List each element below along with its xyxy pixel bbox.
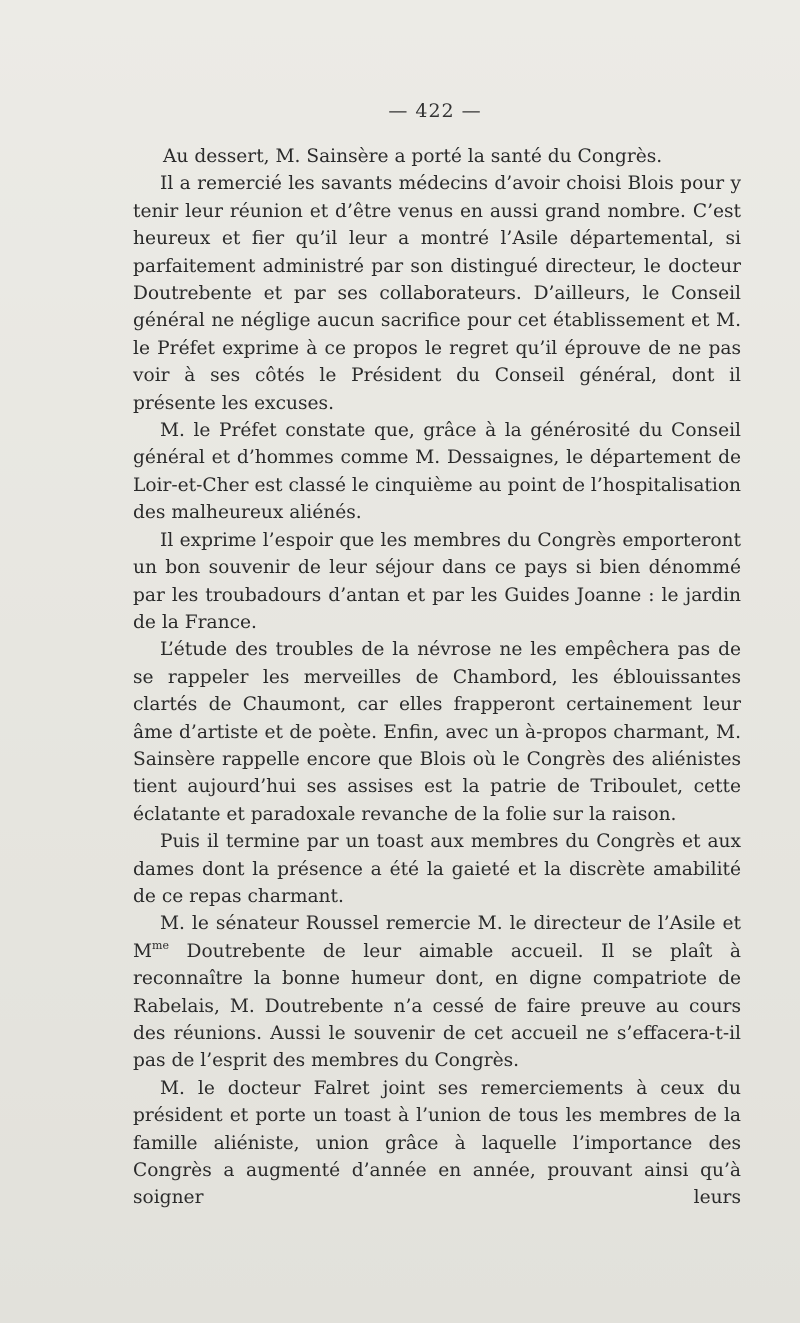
paragraph: Il a remercié les savants médecins d’avoir choisi Blois pour y tenir leur réunion et d’être venus en aussi grand nombre. C’est heureux et fier qu’il leur a montré l’Asile départemental, si parfaitement administré par son distingué directeur, le docteur Doutrebente et par ses collaborateurs. D’ailleurs, le Conseil général ne néglige aucun sacrifice pour cet établissement et M. le Préfet exprime à ce propos le regret qu’il éprouve de ne pas voir à ses côtés le Président du Conseil général, dont il présente les excuses.: [133, 173, 741, 414]
page-number: — 422 —: [388, 100, 482, 122]
paragraph: L’étude des troubles de la névrose ne les empêchera pas de se rappeler les merveilles de Chambord, les éblouissantes clartés de Chaumont, car elles frapperont certainement leur âme d’artiste et de poète. Enfin, avec un à-propos charmant, M. Sainsère rappelle encore que Blois où le Congrès des aliénistes tient aujourd’hui ses assises est la patrie de Triboulet, cette éclatante et paradoxale revanche de la folie sur la raison.: [133, 639, 741, 825]
paragraph: M. le docteur Falret joint ses remerciements à ceux du président et porte un toast à l’union de tous les membres de la famille aliéniste, union grâce à laquelle l’importance des Congrès a augmenté d’année en année, prouvant ainsi qu’à soigner leurs: [133, 1077, 741, 1209]
paragraph: M. le Préfet constate que, grâce à la générosité du Conseil général et d’hommes comme M. Dessaignes, le département de Loir-et-Cher est classé le cinquième au point de l’hospitalisation des malheureux aliénés.: [133, 420, 741, 524]
text-run: M. le sénateur Roussel remercie M. le directeur de l’Asile et M: [133, 913, 741, 962]
paragraph: Au dessert, M. Sainsère a porté la santé du Congrès.: [163, 146, 663, 167]
paragraph: [133, 910, 741, 1074]
superscript: me: [152, 938, 169, 952]
paragraph: Puis il termine par un toast aux membres du Congrès et aux dames dont la présence a été la gaieté et la discrète amabilité de ce repas charmant.: [133, 831, 741, 907]
body-text: [133, 143, 741, 1212]
paragraph: Il exprime l’espoir que les membres du Congrès emporteront un bon souvenir de leur séjour dans ce pays si bien dénommé par les troubadours d’antan et par les Guides Joanne : le jardin de la France.: [133, 529, 741, 633]
text-run: Doutrebente de leur aimable accueil. Il se plaît à reconnaître la bonne humeur dont, en digne compatriote de Rabelais, M. Doutrebente n’a cessé de faire preuve au cours des réunions. Aussi le souvenir de cet accueil ne s’effacera-t-il pas de l’esprit des membres du Congrès.: [133, 940, 741, 1072]
